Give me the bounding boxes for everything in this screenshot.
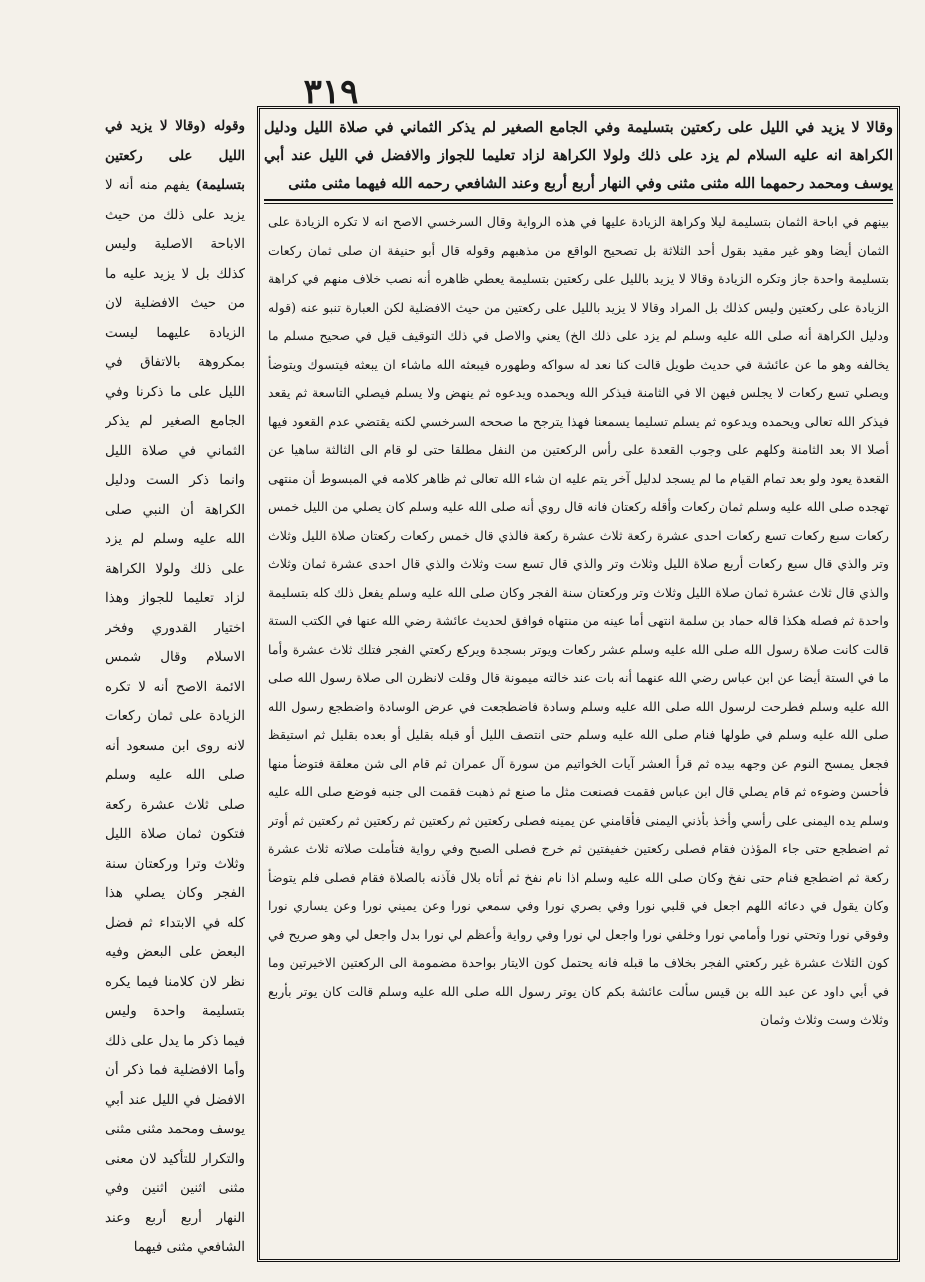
divider-rule <box>264 199 893 201</box>
margin-body-text: يفهم منه أنه لا يزيد على ذلك من حيث الاباحة الاصلية وليس كذلك بل لا يزيد عليه ما من حيث الافضلية لان الزيادة عليهما ليست بمكروهة بالاتفاق في الليل على ما ذكرنا وفي الجامع الصغير لم يذكر الثماني في صلاة الليل وانما ذكر الست ودليل الكراهة أن النبي صلى الله عليه وسلم لم يزد على ذلك ولولا الكراهة لزاد تعليما للجواز وهذا اختيار القدوري وفخر الاسلام وقال شمس الائمة الاصح أنه لا تكره الزيادة على ثمان ركعات لانه روى ابن مسعود أنه صلى الله عليه وسلم صلى ثلاث عشرة ركعة فتكون ثمان صلاة الليل وثلاث وترا وركعتان سنة الفجر وكان يصلي هذا كله في الابتداء ثم فضل البعض على البعض وفيه نظر لان كلامنا فيما يكره بتسليمة واحدة وليس فيما ذكر ما يدل على ذلك وأما الافضلية فما ذكر أن الافضل في الليل عند أبي يوسف ومحمد مثنى مثنى والتكرار للتأكيد لان معنى مثنى اثنين اثنين وفي النهار أربع أربع وعند الشافعي مثنى فيهما <box>105 178 245 1255</box>
margin-commentary <box>105 112 245 1262</box>
matn-text: وقالا لا يزيد في الليل على ركعتين بتسليمة وفي الجامع الصغير لم يذكر الثماني في صلاة الليل ودليل الكراهة انه عليه السلام لم يزد على ذلك ولولا الكراهة لزاد تعليما للجواز والافضل في الليل عند أبي يوسف ومحمد رحمهما الله مثنى مثنى وفي النهار أربع أربع وعند الشافعي رحمه الله فيهما مثنى مثنى <box>264 119 893 192</box>
margin-lead-quote: وقوله (وقالا لا يزيد في الليل على ركعتين بتسليمة) <box>105 118 245 193</box>
divider-rule-thin <box>264 203 893 204</box>
commentary-text: بينهم في اباحة الثمان بتسليمة ليلا وكراهة الزيادة عليها في هذه الرواية وقال السرخسي الاصح انه لا تكره الزيادة على الثمان أيضا وهو غير مقيد بقول أحد الثلاثة بل تصحيح الواقع من مذهبهم وقوله قال أبو حنيفة ان صلى ثمان ركعات بتسليمة واحدة جاز وتكره الزيادة وقالا لا يزيد بالليل على ركعتين بتسليمة يعطي ظاهره أنه نصب خلاف منهم في كراهة الزيادة على ركعتين وليس كذلك بل المراد وقالا لا يزيد بالليل على ركعتين من حيث الافضلية لكن العبارة تنبو عنه (قوله ودليل الكراهة أنه صلى الله عليه وسلم لم يزد على ذلك الخ) يعني والاصل في ذلك التوقيف قيل في صحيح مسلم ما يخالفه وهو ما عن عائشة في حديث طويل قالت كنا نعد له سواكه وطهوره فيبعثه الله ماشاء ان يبعثه فيتسوك ويتوضأ ويصلي تسع ركعات لا يجلس فيهن الا في الثامنة فيذكر الله ويحمده ويدعوه ثم ينهض ولا يسلم فيصلي التاسعة ثم يقعد فيذكر الله تعالى ويحمده ويدعوه ثم يسلم تسليما يسمعنا فهذا يترجح ما صححه السرخسي لكنه يقتضي عدم القعود فيها أصلا الا بعد الثامنة وكلهم على وجوب القعدة على رأس الركعتين من النفل مطلقا حتى لو قام الى الثالثة ساهيا عن القعدة يعود ولو بعد تمام القيام ما لم يسجد لدليل آخر يتم عليه ان شاء الله تعالى ثم ظاهر كلامه في المبسوط أن منتهى تهجده صلى الله عليه وسلم ثمان ركعات وأقله ركعتان فانه قال روي أنه صلى الله عليه وسلم كان يصلي من الليل خمس ركعات سبع ركعات تسع ركعات احدى عشرة ركعة ثلاث عشرة ركعة فالذي قال خمس ركعات ركعتان صلاة الليل وثلاث وتر والذي قال سبع ركعات أربع صلاة الليل وثلاث وتر والذي قال تسع ست وثلاث والذي قال احدى عشرة ثمان وثلاث والذي قال ثلاث عشرة ثمان صلاة الليل وثلاث وتر وركعتان سنة الفجر وكان صلى الله عليه وسلم يفعل ذلك كله بتسليمة واحدة ثم فصله هكذا قاله حماد بن سلمة انتهى أما عينه من منتهاه فوافق لحديث عائشة رضي الله عنها في الكتب الستة قالت كانت صلاة رسول الله صلى الله عليه وسلم عشر ركعات ويوتر بسجدة ويركع ركعتي الفجر فتلك ثلاث عشرة وأما ما في الستة أيضا عن ابن عباس رضي الله عنهما أنه بات عند خالته ميمونة قال وقلت لانظرن الى صلاة رسول الله صلى الله عليه وسلم فطرحت لرسول الله صلى الله عليه وسلم وسادة فاضطجعت في عرض الوسادة واضطجع رسول الله صلى الله عليه وسلم في طولها فنام صلى الله عليه وسلم حتى انتصف الليل أو قبله بقليل أو بعده بقليل ثم استيقظ فجعل يمسح النوم عن وجهه بيده ثم قرأ العشر آيات الخواتيم من سورة آل عمران ثم قام الى شن معلقة فتوضأ منها فأحسن وضوءه ثم قام يصلي قال ابن عباس فقمت فصنعت مثل ما صنع ثم ذهبت فقمت الى جنبه فوضع صلى الله عليه وسلم يده اليمنى على رأسي وأخذ بأذني اليمنى فأقامني عن يمينه فصلى ركعتين ثم ركعتين ثم ركعتين ثم ركعتين ثم أوتر ثم اضطجع حتى جاء المؤذن فقام فصلى ركعتين خفيفتين ثم خرج فصلى الصبح وفي رواية فتأملت صلاته ثلاث عشرة ركعة ثم اضطجع فنام حتى نفخ وكان صلى الله عليه وسلم اذا نام نفخ ثم أتاه بلال فآذنه بالصلاة فقام فصلى فلم يتوضأ وكان يقول في دعائه اللهم اجعل في قلبي نورا وفي بصري نورا وفي سمعي نورا وعن يميني نورا وعن يساري نورا وفوقي نورا وتحتي نورا وأمامي نورا وخلفي نورا واجعل لي نورا وفي رواية وأعظم لي نورا بدل واجعل لي وهو صريح في كون الثلاث عشرة غير ركعتي الفجر بخلاف ما قبله فانه يحتمل كون الايتار بواحدة مضمومة الى الركعتين الاخيرتين وما في أبي داود عن عبد الله بن قيس سألت عائشة بكم كان يوتر رسول الله صلى الله عليه وسلم قالت كان يوتر بأربع وثلاث وست وثلاث وثمان <box>268 214 889 1027</box>
page-number: ٣١٩ <box>303 72 359 112</box>
